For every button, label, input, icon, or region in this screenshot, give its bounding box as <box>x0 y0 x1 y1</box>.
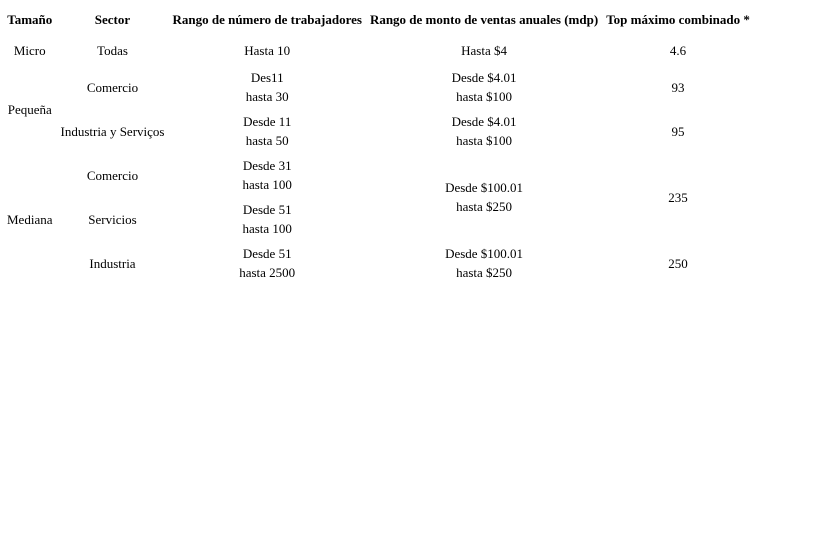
header-workers-range: Rango de número de trabajadores <box>172 12 362 27</box>
sales-to: hasta $250 <box>456 199 513 214</box>
header-sales-range: Rango de monto de ventas anuales (mdp) <box>369 12 599 27</box>
workers-to: hasta 100 <box>242 221 292 236</box>
workers-cell: Hasta 10 <box>244 42 291 58</box>
workers-from: Desde 51 <box>242 246 292 261</box>
size-cell: Pequeña <box>7 101 52 117</box>
table-row-mediana-comercio <box>4 154 753 196</box>
sales-from: Desde $100.01 <box>445 180 524 195</box>
workers-to: hasta 50 <box>245 133 289 148</box>
workers-cell <box>169 110 364 152</box>
top-cell: 235 <box>668 189 688 205</box>
sector-cell: Comercio <box>86 79 139 95</box>
header-top-combined: Top máximo combinado * <box>606 12 750 27</box>
workers-to: hasta 30 <box>245 89 289 104</box>
sales-to: hasta $100 <box>456 89 513 104</box>
header-sector: Sector <box>94 12 131 27</box>
top-cell: 95 <box>671 123 685 139</box>
workers-cell <box>169 198 364 240</box>
sector-cell: Servicios <box>88 211 137 227</box>
workers-to: hasta 2500 <box>239 265 296 280</box>
sector-cell: Industria <box>89 255 136 271</box>
size-cell: Mediana <box>7 211 53 227</box>
top-cell: 250 <box>668 255 688 271</box>
workers-from: Desde 31 <box>242 158 292 173</box>
sales-cell: Hasta $4 <box>461 42 507 58</box>
sector-cell: Industria y Serviços <box>60 123 165 139</box>
sales-cell <box>367 110 601 152</box>
sales-cell <box>367 154 601 240</box>
sales-cell <box>367 242 601 284</box>
top-cell: 93 <box>671 79 685 95</box>
top-cell: 4.6 <box>669 42 687 58</box>
size-cell: Micro <box>13 42 46 58</box>
header-row <box>4 6 753 34</box>
workers-to: hasta 100 <box>242 177 292 192</box>
company-size-table <box>2 4 755 286</box>
sales-to: hasta $250 <box>456 265 513 280</box>
table-row-pequena-comercio <box>4 66 753 108</box>
table-row-mediana-industria <box>4 242 753 284</box>
header-size: Tamaño <box>7 12 53 27</box>
sector-cell: Comercio <box>86 167 139 183</box>
workers-from: Desde 11 <box>243 114 292 129</box>
table-row-micro <box>4 36 753 64</box>
sales-cell <box>367 66 601 108</box>
workers-cell <box>169 66 364 108</box>
workers-cell <box>169 154 364 196</box>
sales-from: Desde $4.01 <box>451 70 517 85</box>
table-row-pequena-industria-servicios <box>4 110 753 152</box>
sector-cell: Todas <box>97 42 128 58</box>
workers-from: Desde 51 <box>242 202 292 217</box>
workers-from: Des11 <box>250 70 284 85</box>
sales-to: hasta $100 <box>456 133 513 148</box>
sales-from: Desde $4.01 <box>451 114 517 129</box>
workers-cell <box>169 242 364 284</box>
sales-from: Desde $100.01 <box>445 246 524 261</box>
